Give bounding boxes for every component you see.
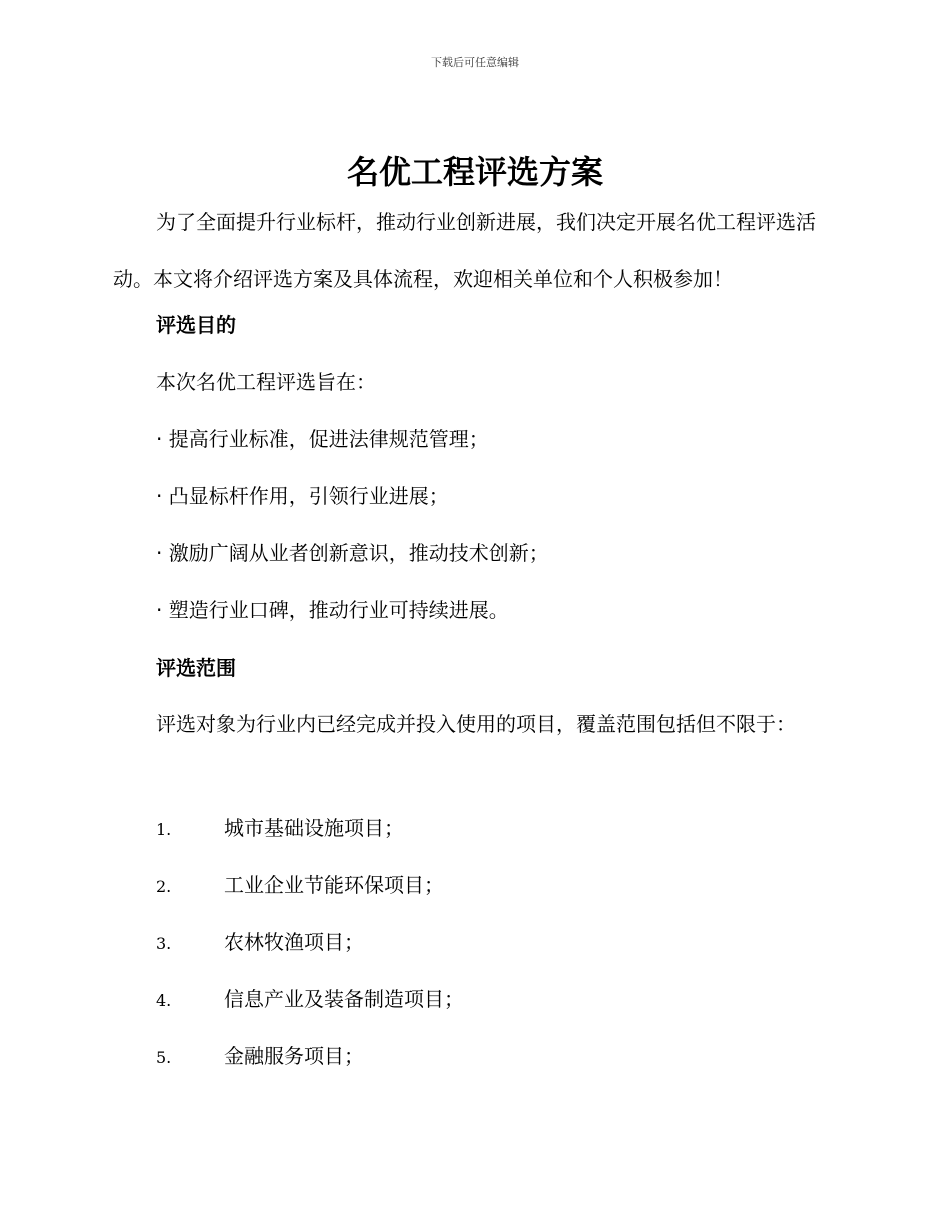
numbered-item	[156, 813, 404, 845]
item-text: 城市基础设施项目；	[224, 816, 404, 840]
item-number: 3.	[156, 934, 172, 953]
item-number: 5.	[156, 1048, 172, 1067]
item-text: 农林牧渔项目；	[224, 930, 364, 954]
intro-paragraph: 为了全面提升行业标杆，推动行业创新进展，我们决定开展名优工程评选活动。本文将介绍评选方案及具体流程，欢迎相关单位和个人积极参加！	[113, 210, 816, 291]
scope-paragraph: 评选对象为行业内已经完成并投入使用的项目，覆盖范围包括但不限于：	[156, 712, 796, 736]
item-text: 信息产业及装备制造项目；	[224, 987, 464, 1011]
item-text: 金融服务项目；	[224, 1044, 364, 1068]
purpose-lead: 本次名优工程评选旨在：	[156, 370, 376, 394]
numbered-item	[156, 984, 464, 1016]
item-number: 4.	[156, 991, 172, 1010]
numbered-item	[156, 927, 364, 959]
bullet-item: · 提高行业标准，促进法律规范管理；	[156, 427, 489, 451]
section-heading-purpose: 评选目的	[156, 313, 236, 337]
page-header-note: 下载后可任意编辑	[431, 56, 519, 69]
item-number: 1.	[156, 820, 172, 839]
section-heading-scope: 评选范围	[156, 656, 236, 680]
document-title: 名优工程评选方案	[346, 153, 603, 191]
item-text: 工业企业节能环保项目；	[224, 873, 444, 897]
item-number: 2.	[156, 877, 172, 896]
bullet-item: · 塑造行业口碑，推动行业可持续进展。	[156, 598, 509, 622]
bullet-item: · 激励广阔从业者创新意识，推动技术创新；	[156, 541, 549, 565]
numbered-item	[156, 870, 444, 902]
bullet-item: · 凸显标杆作用，引领行业进展；	[156, 484, 449, 508]
numbered-item	[156, 1041, 364, 1073]
